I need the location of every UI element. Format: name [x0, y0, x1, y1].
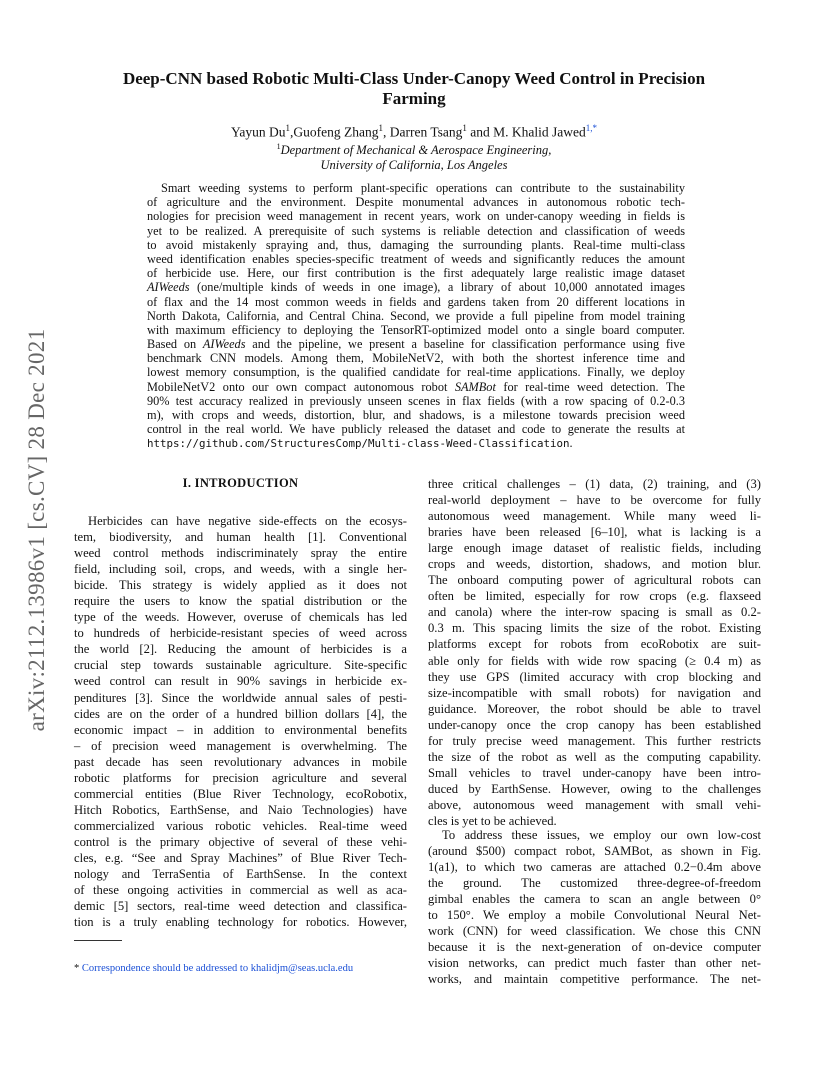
- abstract-line: Smart weeding systems to perform plant-specific operations can contribute to the sustainability: [161, 181, 685, 195]
- affiliation: [100, 139, 728, 173]
- body-line: Hitch Robotics, EarthSense, and Naio Technologies) have: [74, 802, 407, 817]
- robot-name: SAMBot: [454, 379, 496, 394]
- body-line: require the users to know the spatial distribution or the: [74, 594, 407, 609]
- body-line: – of precision weed management is overwhelming. The: [74, 738, 407, 753]
- body-line: (around $500) compact robot, SAMBot, as shown in Fig.: [428, 844, 761, 859]
- abstract-line: to avoid mistakenly spraying and, thus, damaging the surrounding plants. Real-time multi-class: [147, 237, 685, 252]
- abstract-line: of flax and the 14 most common weeds in fields and gardens taken from 20 different locations in: [147, 294, 685, 309]
- abstract-text: .: [569, 436, 573, 451]
- abstract-line: [147, 337, 685, 351]
- body-line: control is the primary objective of several of these vehi-: [74, 834, 407, 849]
- body-line: crucial step towards sustainable agriculture. Site-specific: [74, 658, 407, 673]
- author-list: Yayun Du$^1$,Guofeng Zhang$^1$, Darren Tsang$^1$ and M. Khalid Jawed$^{1,*}$: [230, 123, 597, 140]
- dataset-name: AIWeeds: [147, 280, 190, 295]
- footnote-rule: [74, 940, 122, 941]
- body-line: commercialized various robotic vehicles. Real-time weed: [74, 818, 407, 833]
- affiliation-line: University of California, Los Angeles: [320, 158, 508, 173]
- footnote-marker: *: [74, 963, 80, 974]
- abstract-line: weed identification enables species-specific treatment of weeds and significantly reduces the amount: [147, 251, 685, 266]
- body-line: for truly precise weed management. This further restricts: [428, 733, 761, 748]
- abstract-line: of agriculture and the environment. Despite monumental advances in autonomous robotic tech-: [147, 195, 685, 210]
- body-line: works, and maintain competitive performance. The net-: [428, 972, 761, 987]
- abstract-line: control in the real world. We have publicly released the dataset and code to generate the results at: [147, 422, 685, 437]
- body-line: real-world deployment – have to be overcome for fully: [428, 493, 761, 508]
- abstract-line: m), with crops and weeds, distortion, blur, and shadows, is a milestone towards precision weed: [147, 408, 685, 422]
- affiliation-line: Department of Mechanical & Aerospace Engineering,: [280, 143, 552, 158]
- body-line: past decade has seen revolutionary advances in mobile: [74, 754, 407, 769]
- abstract-line: benchmark CNN models. Among them, MobileNetV2, with both the shortest inference time and: [147, 351, 685, 366]
- abstract-line: 90% test accuracy realized in previously unseen scenes in flax fields (with a row spacing of 0.2-0.3: [147, 393, 685, 408]
- body-line: demic [5] sectors, real-time weed detection and classifica-: [74, 899, 407, 914]
- footnote-text: Correspondence should be addressed to khalidjm@seas.ucla.edu: [79, 963, 354, 974]
- abstract: [147, 181, 685, 451]
- body-line: guidance. Moreover, the robot should be able to travel: [428, 701, 761, 716]
- abstract-line: of herbicide use. Here, our first contribution is the first adequately large realistic image dataset: [147, 266, 685, 281]
- body-line: crops and weeds, distortion, shadows, and motion blur.: [428, 557, 761, 572]
- body-line: 1(a1), to which two cameras are attached 0.2−0.4m above: [428, 860, 761, 875]
- body-line: field, including soil, crops, and weeds, with a single her-: [74, 562, 407, 577]
- abstract-line: [147, 436, 685, 450]
- author-name: Darren Tsang: [389, 124, 463, 140]
- body-line: to hundreds of herbicide-resistant species of weed across: [74, 626, 407, 641]
- body-line: large enough image dataset of realistic fields, including: [428, 541, 761, 556]
- body-line: tem, biodiversity, and human health [1]. Conventional: [74, 530, 407, 545]
- body-line: autonomous weed management. While many weed li-: [428, 509, 761, 524]
- body-line: duced by EarthSense. However, owing to the challenges: [428, 781, 761, 796]
- left-column: [74, 513, 407, 930]
- body-line: penditures [3]. Since the worldwide annual sales of pesti-: [74, 690, 407, 705]
- body-line: bicide. This strategy is widely applied as it does not: [74, 578, 407, 593]
- body-line: cles is yet to be achieved.: [428, 813, 557, 828]
- body-line: gimbal enables the camera to scan an angle between 0°: [428, 892, 761, 907]
- body-line: because it is the next-generation of on-device computer: [428, 940, 761, 955]
- body-line: weed control methods indiscriminately spray the entire: [74, 546, 407, 561]
- dataset-name: AIWeeds: [202, 337, 246, 352]
- abstract-line: nologies for precision weed management in recent years, work on under-canopy weeding in fields is: [147, 209, 685, 224]
- abstract-line: [147, 280, 685, 294]
- abstract-line: North Dakota, California, and Central China. Second, we provide a full pipeline from model training: [147, 308, 685, 323]
- body-line: work (CNN) for weed classification. We chose this CNN: [428, 924, 761, 939]
- abstract-text: (one/multiple kinds of weeds in one image), a library of about 10,000 annotated images: [189, 280, 685, 295]
- body-line: of these ongoing activities in commercial as well as aca-: [74, 883, 407, 898]
- body-line: able only for fields with wide row spacing (≥ 0.4 m) as: [428, 653, 761, 668]
- body-line: economic impact – in addition to environmental benefits: [74, 722, 407, 737]
- author-name: M. Khalid Jawed: [493, 124, 586, 140]
- body-line: cides are on the order of a hundred billion dollars [4], the: [74, 706, 407, 721]
- footnote: [74, 963, 414, 974]
- body-line: above, autonomous weed management with small vehi-: [428, 797, 761, 812]
- abstract-text: for real-time weed detection. The: [495, 379, 685, 394]
- body-line: and canola) where the inter-row spacing is small as 0.2-: [428, 605, 761, 620]
- abstract-line: yet to be realized. A prerequisite of such systems is reliable detection and classification of weeds: [147, 223, 685, 238]
- author-sup: 1: [378, 123, 383, 133]
- right-column-paragraph-2: [428, 827, 761, 987]
- body-line: nology and TerraSentia of EarthSense. In the context: [74, 867, 407, 882]
- body-line: To address these issues, we employ our own low-cost: [442, 828, 761, 842]
- body-line: Herbicides can have negative side-effects on the ecosys-: [88, 514, 407, 528]
- github-link[interactable]: https://github.com/StructuresComp/Multi-class-Weed-Classification: [147, 437, 570, 451]
- abstract-text: and the pipeline, we present a baseline for classification performance using five: [245, 337, 685, 352]
- author-name: Yayun Du: [230, 124, 286, 140]
- author-sup: 1,*: [585, 123, 597, 133]
- body-line: three critical challenges – (1) data, (2) training, and (3): [428, 477, 761, 491]
- body-line: type of the weeds. However, overuse of chemicals has led: [74, 610, 407, 625]
- author-and: and: [466, 124, 494, 140]
- right-column: [428, 476, 761, 829]
- abstract-text: Based on: [147, 337, 203, 352]
- abstract-line: lowest memory consumption, is the qualified candidate for real-time applications. Finally, we deploy: [147, 365, 685, 380]
- abstract-line: with maximum efficiency to deploying the TensorRT-optimized model onto a single board computer.: [147, 322, 685, 337]
- body-line: they use GPS (limited accuracy with crop blocking and: [428, 669, 761, 684]
- body-line: cles, e.g. “See and Spray Machines” of Blue River Tech-: [74, 850, 407, 865]
- title-line-2: Farming: [382, 89, 446, 108]
- author-name: Guofeng Zhang: [293, 124, 379, 140]
- body-line: 0.3 m. This spacing limits the size of the robot. Existing: [428, 621, 761, 636]
- author-sup: 1: [462, 123, 467, 133]
- author-sup: 1: [285, 123, 290, 133]
- body-line: platforms except for robots from ecoRobotix are suit-: [428, 637, 761, 652]
- title-line-1: Deep-CNN based Robotic Multi-Class Under-Canopy Weed Control in Precision: [122, 69, 706, 88]
- body-line: often be limited, especially for row crops (e.g. flaxseed: [428, 589, 761, 604]
- arxiv-stamp: arXiv:2112.13986v1 [cs.CV] 28 Dec 2021: [24, 328, 49, 732]
- body-line: weed control can result in 90% savings in herbicide ex-: [74, 674, 407, 689]
- body-line: the ground. The customized three-degree-of-freedom: [428, 876, 761, 891]
- body-line: tion is a truly enabling technology for robotics. However,: [74, 915, 407, 930]
- body-line: braries have been released [6–10], what is lacking is a: [428, 525, 761, 540]
- body-line: size-incompatible with small robots) for navigation and: [428, 685, 761, 700]
- body-line: commercial entities (Blue River Technology, ecoRobotix,: [74, 786, 407, 801]
- abstract-text: MobileNetV2 onto our own compact autonomous robot: [147, 379, 455, 394]
- body-line: to 150°. We employ a mobile Convolutional Neural Net-: [428, 908, 761, 923]
- body-line: The onboard computing power of agricultural robots can: [428, 573, 761, 588]
- body-line: vision networks, can predict much faster than other net-: [428, 956, 761, 971]
- section-heading: I. INTRODUCTION: [182, 476, 299, 490]
- body-line: Small vehicles to travel under-canopy have been intro-: [428, 765, 761, 780]
- body-line: the world [2]. Reducing the amount of herbicides is a: [74, 642, 407, 657]
- abstract-line: [147, 380, 685, 394]
- affiliation-sup: 1: [276, 142, 281, 151]
- body-line: under-canopy once the crop canopy has been established: [428, 717, 761, 732]
- paper-title: [80, 69, 748, 109]
- body-line: robotic platforms for precision agriculture and several: [74, 770, 407, 785]
- body-line: the size of the robot as well as the computing capability.: [428, 749, 761, 764]
